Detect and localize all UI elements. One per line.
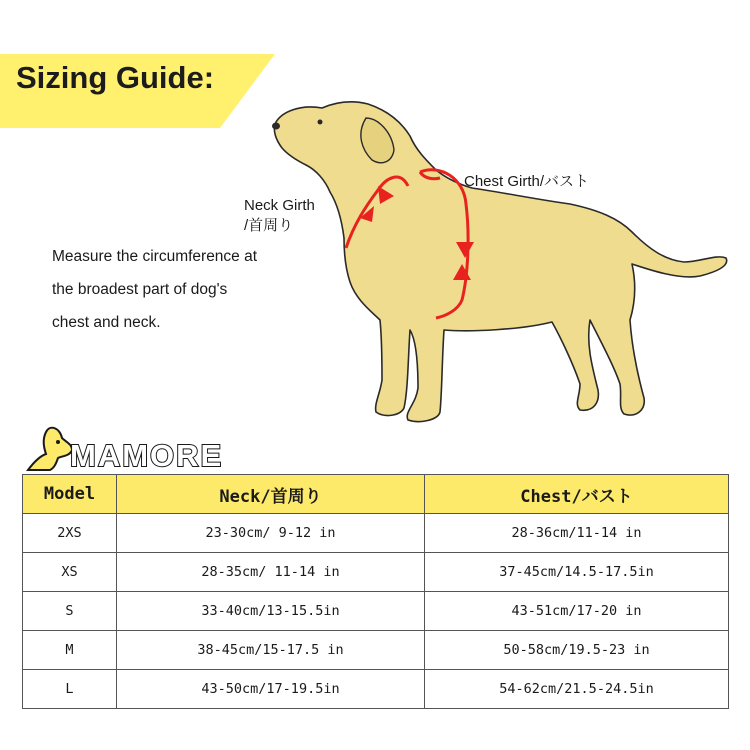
header-model: Model [23,475,117,514]
table-header-row [23,475,729,514]
brand-name: MAMORE [70,438,224,473]
dog-nose [272,123,280,130]
neck-girth-label: Neck Girth /首周り [244,197,315,234]
chest-girth-label: Chest Girth/バスト [464,173,590,190]
cell-chest: 43-51cm/17-20 in [425,592,729,631]
cell-chest: 28-36cm/11-14 in [425,514,729,553]
cell-model: L [23,670,117,709]
size-table [22,474,729,709]
table-row [23,592,729,631]
table-row [23,514,729,553]
cell-chest: 50-58cm/19.5-23 in [425,631,729,670]
cell-neck: 38-45cm/15-17.5 in [117,631,425,670]
page-title: Sizing Guide: [16,60,215,95]
table-row [23,670,729,709]
cell-model: 2XS [23,514,117,553]
instruction-line: Measure the circumference at [52,248,258,265]
instruction-line: chest and neck. [52,314,161,331]
header-neck: Neck/首周り [117,475,425,514]
dog-body [274,102,726,422]
cell-neck: 33-40cm/13-15.5in [117,592,425,631]
cell-model: S [23,592,117,631]
cell-chest: 54-62cm/21.5-24.5in [425,670,729,709]
instruction-line: the broadest part of dog's [52,281,228,298]
header-chest: Chest/バスト [425,475,729,514]
cell-chest: 37-45cm/14.5-17.5in [425,553,729,592]
cell-model: XS [23,553,117,592]
cell-neck: 28-35cm/ 11-14 in [117,553,425,592]
cell-neck: 43-50cm/17-19.5in [117,670,425,709]
cell-model: M [23,631,117,670]
dog-eye [318,120,323,125]
cell-neck: 23-30cm/ 9-12 in [117,514,425,553]
table-row [23,631,729,670]
measure-instructions [52,240,322,339]
table-row [23,553,729,592]
